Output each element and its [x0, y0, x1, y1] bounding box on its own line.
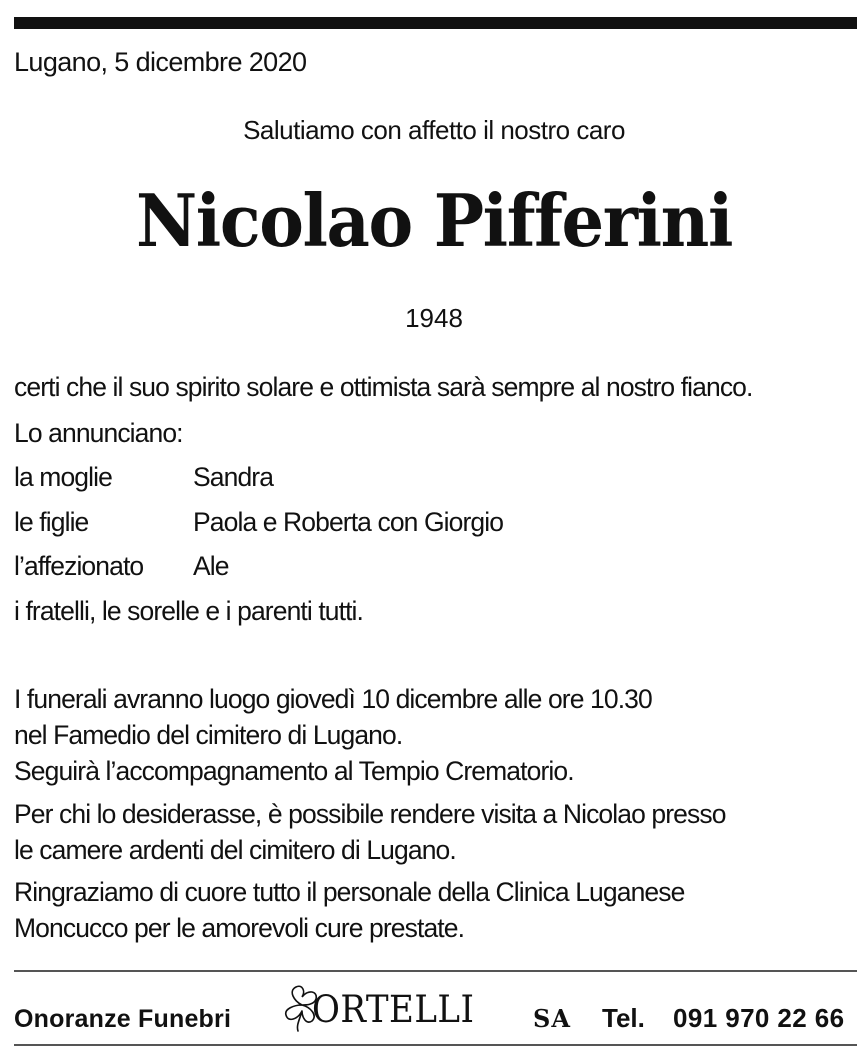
funeral-line: nel Famedio del cimitero di Lugano.: [14, 720, 403, 750]
thanks-line: Moncucco per le amorevoli cure prestate.: [14, 913, 465, 943]
place-date: Lugano, 5 dicembre 2020: [14, 47, 307, 77]
relative-names: Sandra: [193, 462, 274, 492]
visit-line: le camere ardenti del cimitero di Lugano.: [14, 835, 456, 865]
relative-relation: l’affezionato: [14, 551, 144, 581]
funeral-home-label: Onoranze Funebri: [14, 1005, 232, 1033]
visit-line: Per chi lo desiderasse, è possibile rendere visita a Nicolao presso: [14, 799, 726, 829]
top-rule: [14, 17, 857, 29]
intro-text: Salutiamo con affetto il nostro caro: [243, 115, 625, 145]
logo-wordmark: ORTELLI: [312, 988, 475, 1031]
relative-names: Ale: [193, 551, 229, 581]
phone-number: 091 970 22 66: [673, 1003, 845, 1033]
footer-rule-bottom: [14, 1044, 857, 1046]
tribute-text: certi che il suo spirito solare e ottimista sarà sempre al nostro fianco.: [14, 372, 753, 402]
relative-relation: le figlie: [14, 507, 89, 537]
birth-year: 1948: [405, 303, 463, 333]
deceased-name: Nicolao Pifferini: [135, 178, 732, 263]
footer-rule-top: [14, 970, 857, 972]
relative-names: Paola e Roberta con Giorgio: [193, 507, 504, 537]
thanks-line: Ringraziamo di cuore tutto il personale della Clinica Luganese: [14, 877, 685, 907]
phone-label: Tel.: [602, 1003, 645, 1033]
logo-suffix: SA: [533, 1004, 571, 1033]
announce-text: Lo annunciano:: [14, 418, 183, 448]
relative-relation: la moglie: [14, 462, 112, 492]
others-text: i fratelli, le sorelle e i parenti tutti.: [14, 596, 363, 626]
funeral-line: I funerali avranno luogo giovedì 10 dicembre alle ore 10.30: [14, 684, 652, 714]
funeral-line: Seguirà l’accompagnamento al Tempio Crematorio.: [14, 756, 574, 786]
